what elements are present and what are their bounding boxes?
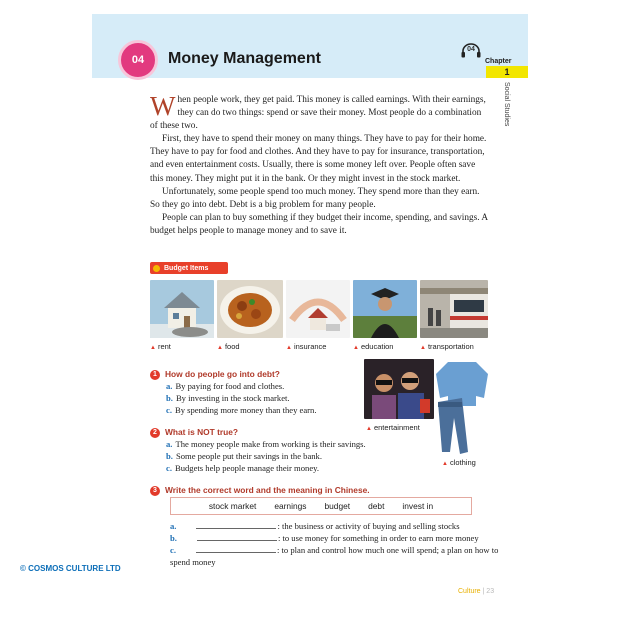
answer-option[interactable] <box>166 380 317 392</box>
house-icon <box>150 280 214 338</box>
option-text: Some people put their savings in the bank. <box>175 451 323 462</box>
item-letter: a. <box>170 521 177 531</box>
answer-option[interactable] <box>166 450 366 462</box>
paragraph-1-text: hen people work, they get paid. This money is called earnings. With their earnings, they can do two things: spend or save their money. Most people do a combination of these two. <box>150 95 486 132</box>
question-3-number: 3 <box>150 486 160 496</box>
caption-rent <box>150 342 171 351</box>
tag-dot-icon <box>153 265 160 272</box>
question-2-number: 2 <box>150 428 160 438</box>
caption-clothing <box>442 458 476 467</box>
option-letter: a. <box>166 381 173 392</box>
answer-blank[interactable] <box>196 544 276 553</box>
graduate-icon <box>353 280 417 338</box>
answer-option[interactable] <box>166 392 317 404</box>
word-bank-item: earnings <box>274 501 307 511</box>
budget-items-tag <box>150 262 228 274</box>
triangle-icon: ▲ <box>420 345 426 351</box>
education-photo <box>353 280 417 338</box>
item-letter: c. <box>170 545 176 555</box>
fill-in-item-c <box>170 544 500 568</box>
option-text: By investing in the stock market. <box>175 393 290 404</box>
word-bank <box>170 497 472 515</box>
triangle-icon: ▲ <box>217 345 223 351</box>
sweater-jeans-icon <box>434 358 490 454</box>
option-letter: b. <box>166 393 173 404</box>
food-plate-icon <box>217 280 283 338</box>
option-text: The money people make from working is their savings. <box>175 439 366 450</box>
answer-option[interactable] <box>166 462 366 474</box>
word-bank-item: invest in <box>402 501 434 511</box>
triangle-icon: ▲ <box>353 345 359 351</box>
insurance-hands-icon <box>286 280 350 338</box>
caption-education-text: education <box>360 342 394 351</box>
answer-option[interactable] <box>166 438 366 450</box>
caption-food-text: food <box>224 342 240 351</box>
paragraph-3: Unfortunately, some people spend too much money. They spend more than they earn. So they go into debt. Debt is a big problem for many people. <box>150 186 480 210</box>
fill-in-item-a <box>170 520 460 532</box>
textbook-page <box>92 14 528 595</box>
train-icon <box>420 280 488 338</box>
page-footer: Culture | 23 <box>458 588 495 595</box>
caption-insurance-text: insurance <box>293 342 327 351</box>
question-1 <box>150 368 317 416</box>
rent-photo <box>150 280 214 338</box>
paragraph-1 <box>150 91 490 133</box>
item-definition: : to use money for something in order to earn more money <box>277 533 479 543</box>
item-definition: : the business or activity of buying and selling stocks <box>277 521 460 531</box>
food-photo <box>217 280 283 338</box>
paragraph-2: First, they have to spend their money on many things. They have to pay for their home. They have to pay for food and clothes. And they have to pay for insurance, transportation, and even entertainment costs. Usually, there is some money left over. People often save this money. They might put it in the bank. Or they might invest in the stock market. <box>150 134 487 184</box>
caption-transportation <box>420 342 474 351</box>
caption-rent-text: rent <box>157 342 171 351</box>
triangle-icon: ▲ <box>150 345 156 351</box>
subject-side-label: Social Studies <box>503 82 510 127</box>
word-bank-item: debt <box>368 501 385 511</box>
word-bank-item: stock market <box>208 501 257 511</box>
caption-education <box>353 342 393 351</box>
drop-cap: W <box>150 91 176 121</box>
question-1-prompt: How do people go into debt? <box>165 369 280 379</box>
item-letter: b. <box>170 533 177 543</box>
question-1-number: 1 <box>150 370 160 380</box>
answer-option[interactable] <box>166 404 317 416</box>
option-text: Budgets help people manage their money. <box>174 463 320 474</box>
item-definition: : to plan and control how much one will spend; a plan on how to spend money <box>170 545 499 567</box>
option-text: By spending more money than they earn. <box>174 405 317 416</box>
triangle-icon: ▲ <box>366 426 372 432</box>
caption-insurance <box>286 342 326 351</box>
caption-transportation-text: transportation <box>427 342 474 351</box>
answer-blank[interactable] <box>197 532 277 541</box>
entertainment-photo <box>364 359 434 419</box>
audio-track[interactable] <box>460 42 482 58</box>
footer-section: Culture <box>458 588 481 595</box>
page-title: Money Management <box>168 50 321 67</box>
chapter-number: 1 <box>486 66 528 78</box>
copyright: © COSMOS CULTURE LTD <box>20 564 121 573</box>
movie-audience-icon <box>364 359 434 419</box>
caption-entertainment-text: entertainment <box>373 423 420 432</box>
option-text: By paying for food and clothes. <box>175 381 285 392</box>
caption-food <box>217 342 240 351</box>
audio-track-number: 04 <box>467 46 475 53</box>
triangle-icon: ▲ <box>286 345 292 351</box>
clothing-photo <box>434 358 490 454</box>
question-3 <box>150 484 370 496</box>
question-2 <box>150 426 366 474</box>
chapter-label: Chapter <box>485 58 512 65</box>
page-number: 23 <box>486 588 495 595</box>
reading-passage <box>150 91 490 238</box>
lesson-number-badge <box>118 40 158 80</box>
fill-in-item-b <box>170 532 479 544</box>
transportation-photo <box>420 280 488 338</box>
option-letter: c. <box>166 405 172 416</box>
triangle-icon: ▲ <box>442 461 448 467</box>
lesson-number: 04 <box>131 54 145 66</box>
budget-items-label: Budget Items <box>164 264 209 272</box>
paragraph-4: People can plan to buy something if they budget their income, spending, and savings. A budget helps people to manage money and to save it. <box>150 212 488 236</box>
caption-entertainment <box>366 423 420 432</box>
option-letter: a. <box>166 439 173 450</box>
option-letter: b. <box>166 451 173 462</box>
word-bank-item: budget <box>324 501 351 511</box>
option-letter: c. <box>166 463 172 474</box>
insurance-photo <box>286 280 350 338</box>
question-2-prompt: What is NOT true? <box>165 427 239 437</box>
question-3-prompt: Write the correct word and the meaning in Chinese. <box>165 485 370 495</box>
answer-blank[interactable] <box>196 520 276 529</box>
caption-clothing-text: clothing <box>449 458 476 467</box>
